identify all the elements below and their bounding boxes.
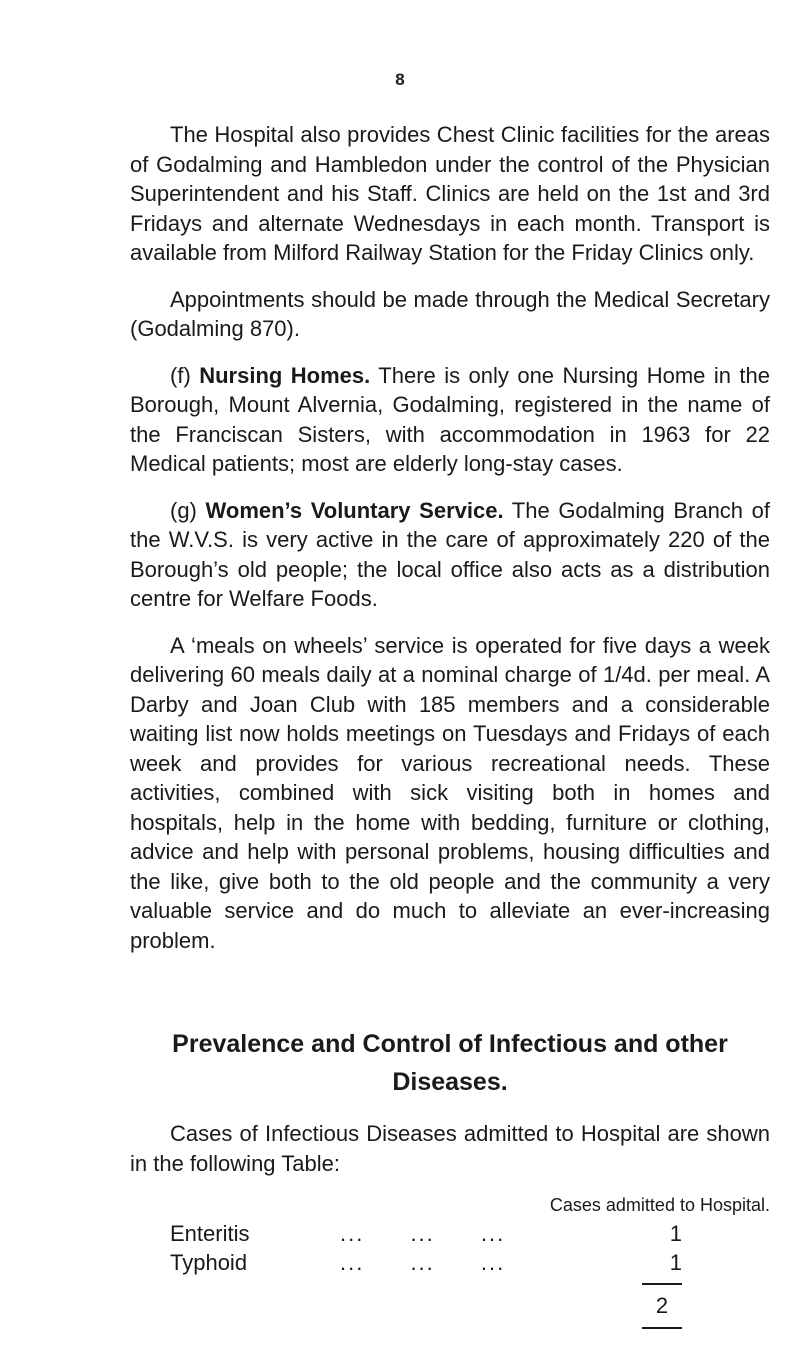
paragraph-chest-clinic [130, 120, 770, 268]
paragraph-appointments [130, 285, 770, 344]
paragraph-text: Appointments should be made through the Medical Secretary (Godalming 870). [130, 286, 770, 341]
paragraph-nursing-homes [130, 361, 770, 479]
row-value: 1 [669, 1250, 682, 1275]
total-bottom-rule [642, 1327, 682, 1329]
table-total [642, 1283, 682, 1329]
document-body [130, 120, 770, 1329]
paragraph-prefix: (f) [170, 362, 200, 388]
row-label: Enteritis [170, 1221, 250, 1246]
table-row [130, 1248, 770, 1277]
total-value: 2 [655, 1293, 669, 1318]
row-leader-dots: ... ... ... [340, 1221, 506, 1246]
paragraph-prefix: (g) [170, 497, 206, 523]
page-number: 8 [395, 70, 405, 89]
paragraph-text: A ‘meals on wheels’ service is operated for five days a week delivering 60 meals daily at a nominal charge of 1/4d. per meal. A Darby and Joan Club with 185 members and a considerable waiting list now holds meetings on Tuesdays and Fridays of each week and provides for various recreational needs. These activities, combined with sick visiting both in homes and hospitals, help in the home with bedding, furniture or clothing, advice and help with personal problems, housing difficulties and the like, give both to the old people and the community a very valuable service and do much to alleviate an ever-increasing problem. [130, 632, 770, 953]
paragraph-meals-on-wheels [130, 631, 770, 956]
paragraph-wvs [130, 496, 770, 614]
row-leader-dots: ... ... ... [340, 1250, 506, 1275]
row-label: Typhoid [170, 1250, 248, 1275]
table-caption: Cases admitted to Hospital. [549, 1195, 770, 1215]
paragraph-text: The Godalming Branch of the W.V.S. is very active in the care of approximately 220 of the Borough’s old people; the local office also acts as a distribution centre for Welfare Foods. [130, 497, 771, 611]
table-intro: Cases of Infectious Diseases admitted to Hospital are shown in the following Table: [130, 1121, 770, 1176]
paragraph-heading: Nursing Homes. [199, 362, 371, 388]
paragraph-text: The Hospital also provides Chest Clinic facilities for the areas of Godalming and Hambledon under the control of the Physician Superintendent and his Staff. Clinics are held on the 1st and 3rd Fridays and alternate Wednesdays in each month. Transport is available from Milford Railway Station for the Friday Clinics only. [130, 122, 770, 265]
paragraph-text: There is only one Nursing Home in the Borough, Mount Alvernia, Godalming, registered in the name of the Franciscan Sisters, with accommodation in 1963 for 22 Medical patients; most are elderly long-stay cases. [130, 362, 770, 476]
table-row [130, 1219, 770, 1248]
row-value: 1 [669, 1221, 682, 1246]
section-heading: Prevalence and Control of Infectious and other Diseases. [172, 1030, 728, 1096]
paragraph-heading: Women’s Voluntary Service. [205, 497, 504, 523]
